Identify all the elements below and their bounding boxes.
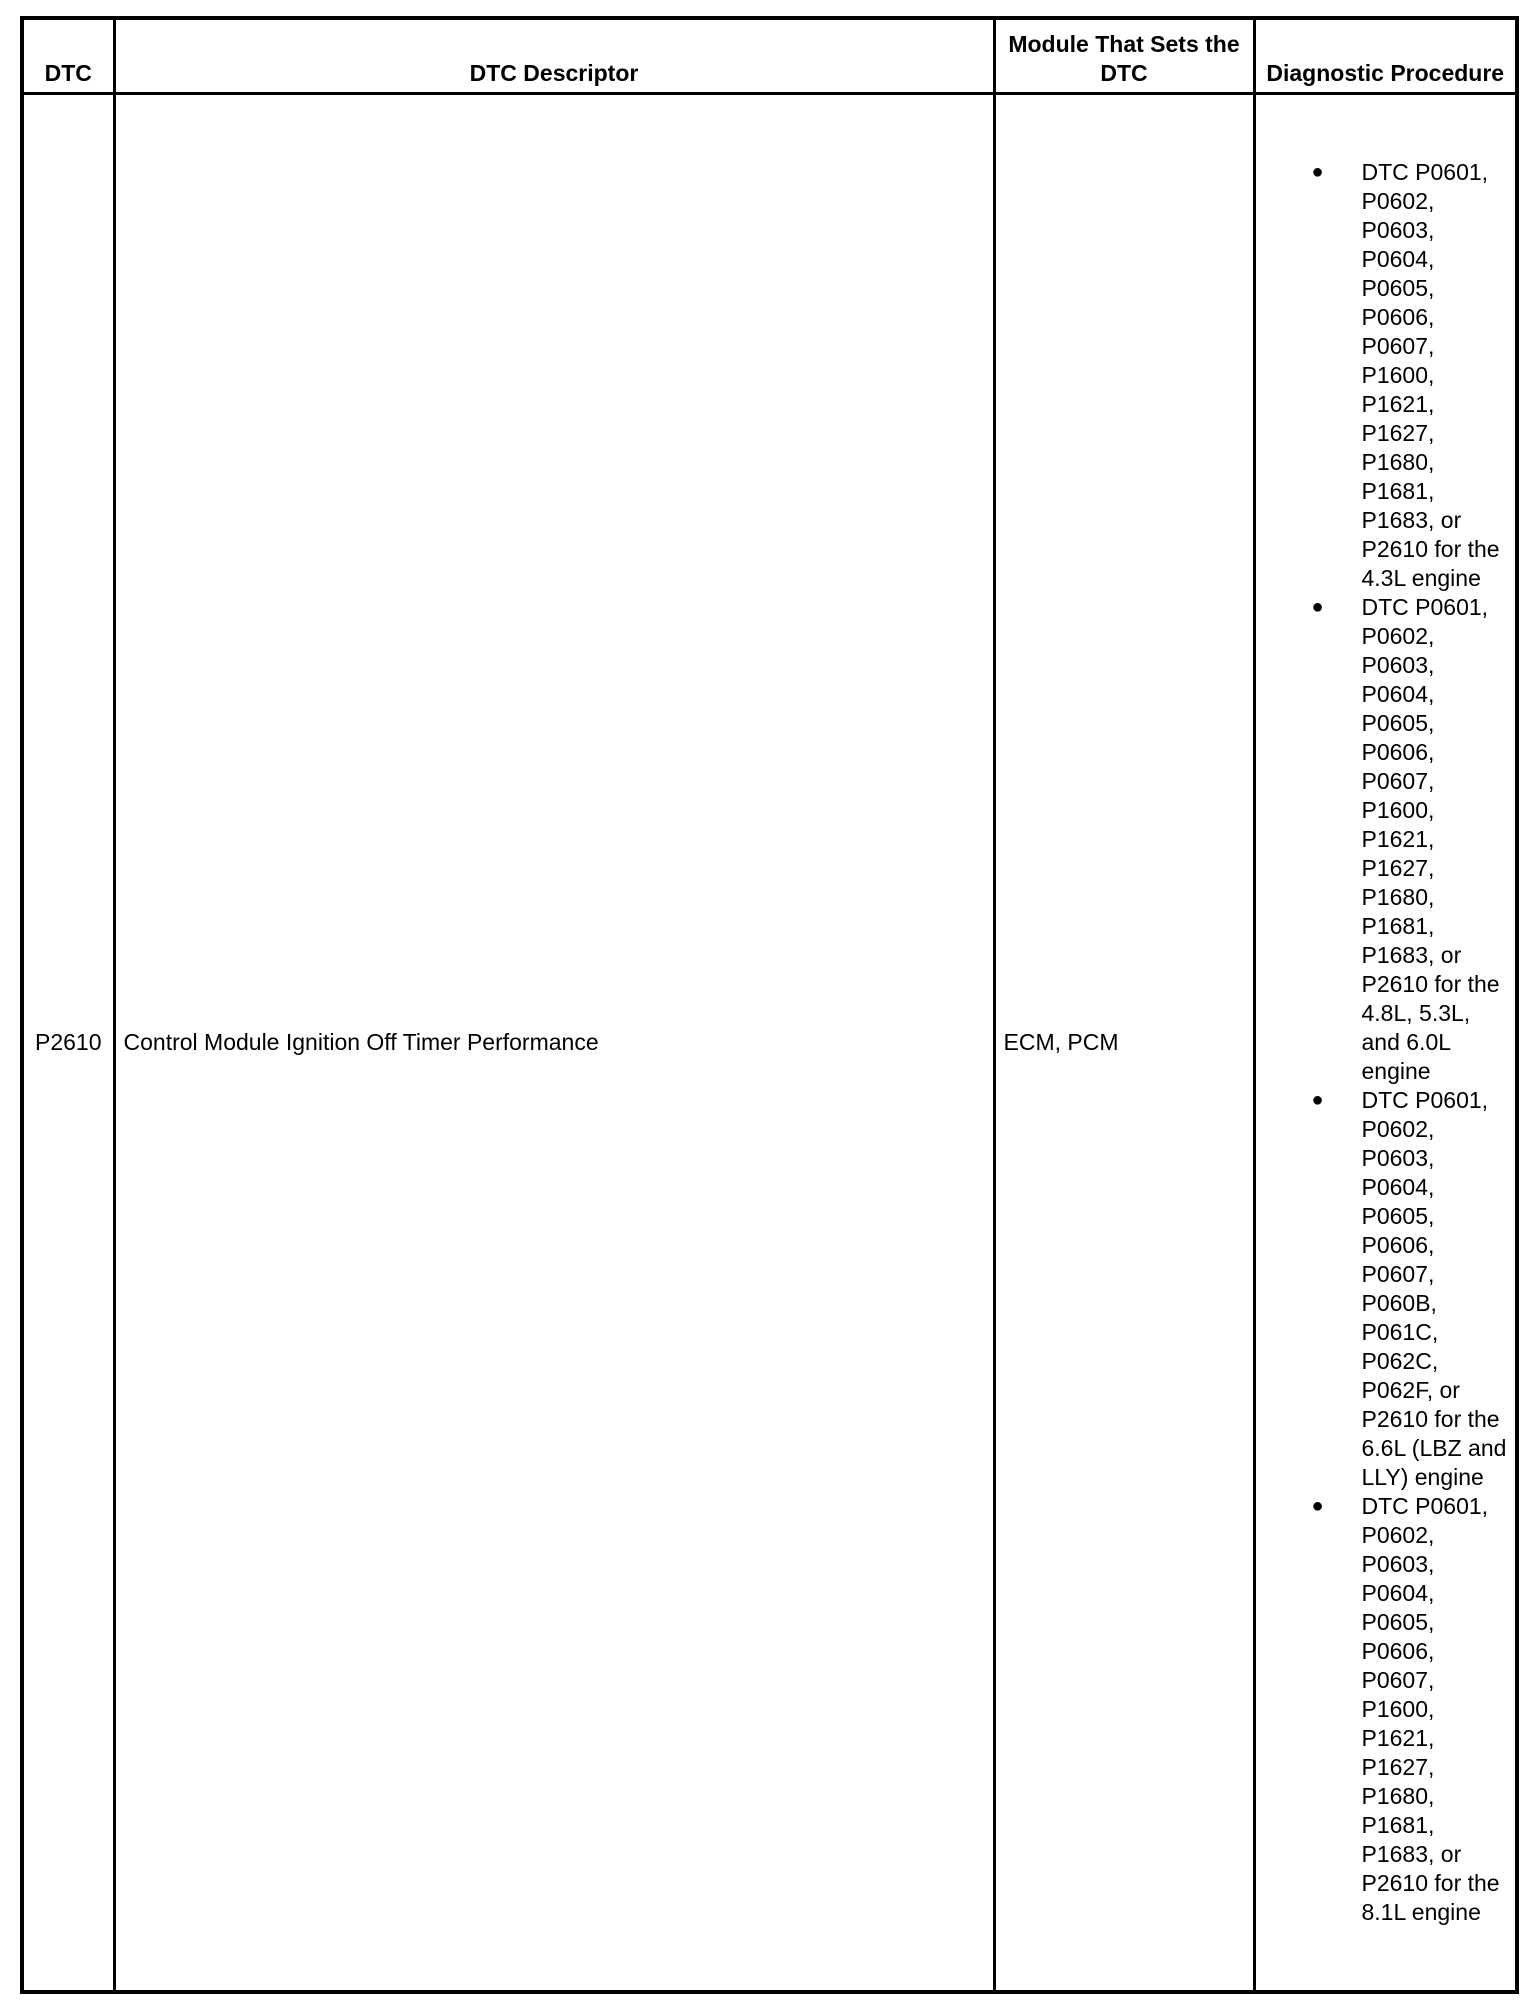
bullet-icon: ● [1311,596,1324,618]
dtc-descriptor-cell: Control Module Ignition Off Timer Performance [114,94,994,1993]
header-descriptor: DTC Descriptor [114,18,994,94]
module-cell: ECM, PCM [994,94,1254,1993]
procedure-list [1256,158,1510,1927]
procedure-link-text[interactable]: DTC P0601, P0602, P0603, P0604, P0605, P0606, P0607, P1600, P1621, P1627, P1680, P1681, P1683, or P2610 for the 8.1L engine [1361,1493,1500,1925]
procedure-cell [1254,94,1517,1993]
dtc-table [20,16,1519,1994]
table-row [22,94,1517,1993]
header-procedure: Diagnostic Procedure [1254,18,1517,94]
bullet-icon: ● [1311,1495,1324,1517]
header-dtc: DTC [22,18,114,94]
bullet-icon: ● [1311,161,1324,183]
procedure-item-4-8l-5-3l-6-0l[interactable] [1256,593,1510,1086]
header-row [22,18,1517,94]
bullet-icon: ● [1311,1089,1324,1111]
dtc-code-cell: P2610 [22,94,114,1993]
procedure-item-4-3l[interactable] [1256,158,1510,593]
procedure-item-8-1l[interactable] [1256,1492,1510,1927]
procedure-item-6-6l[interactable] [1256,1086,1510,1492]
header-module: Module That Sets the DTC [994,18,1254,94]
procedure-link-text[interactable]: DTC P0601, P0602, P0603, P0604, P0605, P0606, P0607, P1600, P1621, P1627, P1680, P1681, P1683, or P2610 for the 4.3L engine [1361,159,1500,591]
procedure-link-text[interactable]: DTC P0601, P0602, P0603, P0604, P0605, P0606, P0607, P1600, P1621, P1627, P1680, P1681, P1683, or P2610 for the 4.8L, 5.3L, and 6.0L engine [1361,594,1500,1084]
procedure-link-text[interactable]: DTC P0601, P0602, P0603, P0604, P0605, P0606, P0607, P060B, P061C, P062C, P062F, or P2610 for the 6.6L (LBZ and LLY) engine [1361,1087,1507,1490]
